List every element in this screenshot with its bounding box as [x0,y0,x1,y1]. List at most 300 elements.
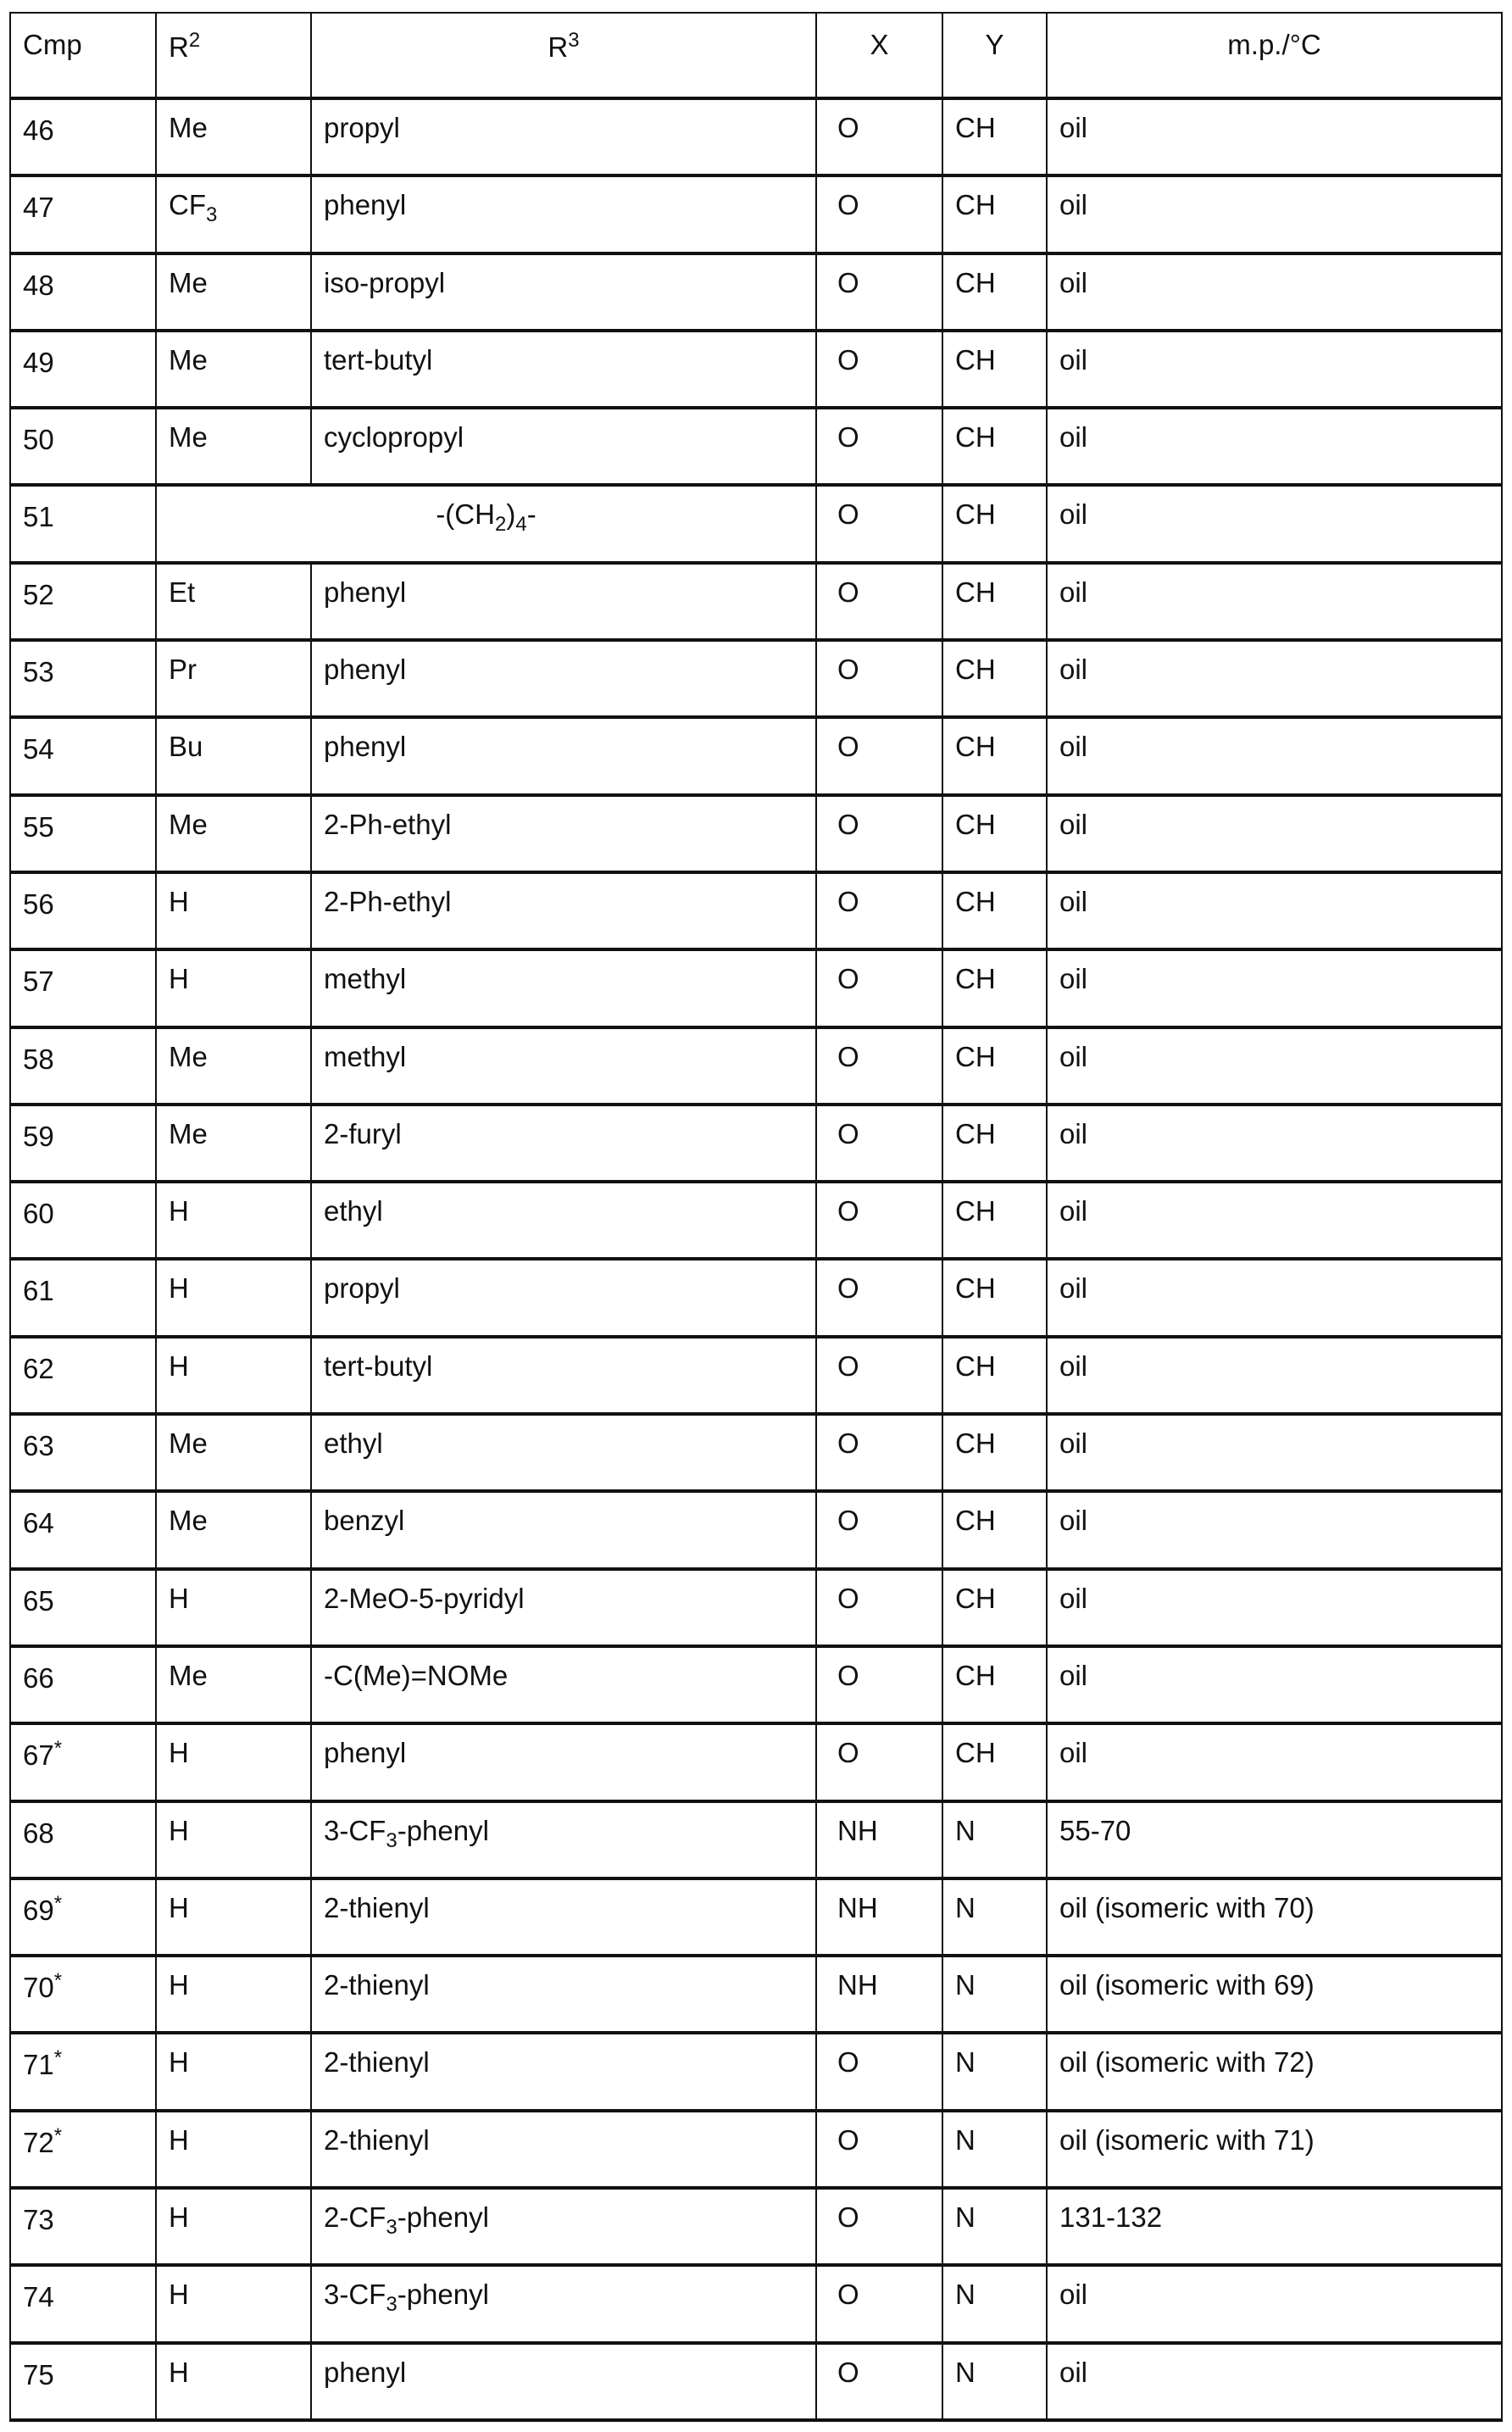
cell-x: O [816,1105,942,1182]
cell-y: CH [942,485,1047,562]
cell-r2 [156,872,311,949]
r3-text: 2-thienyl [324,1892,430,1923]
cell-r3 [311,2033,816,2110]
cell-cmp [10,2111,156,2188]
cmp-number: 63 [23,1430,54,1461]
cell-cmp [10,1569,156,1646]
cell-x: O [816,872,942,949]
r3-text: ethyl [324,1195,383,1227]
table-row [10,1027,1502,1105]
header-r3-sup: 3 [568,29,579,52]
header-row [10,13,1502,98]
r2-text: Me [169,1041,208,1072]
r3-post: -phenyl [397,2279,489,2310]
cell-mp: oil [1047,1259,1502,1336]
cell-r3 [311,175,816,253]
cell-r2 [156,949,311,1027]
cell-r2 [156,1027,311,1105]
cmp-number: 51 [23,501,54,532]
cell-mp: oil [1047,1337,1502,1414]
cell-r2 [156,1569,311,1646]
cell-mp: oil [1047,717,1502,794]
r3-text: -C(Me)=NOMe [324,1660,508,1691]
table-row [10,2188,1502,2265]
r2-text: Bu [169,731,203,762]
header-r2-label: R [169,31,189,63]
cell-r3 [311,1491,816,1568]
cell-r3 [311,563,816,640]
r2-text: H [169,1969,189,2001]
r3-text: benzyl [324,1505,404,1536]
cell-cmp [10,717,156,794]
cell-x: O [816,2111,942,2188]
r2-text: H [169,886,189,917]
cell-x: O [816,175,942,253]
r2-text: Me [169,809,208,840]
cell-r2 [156,1491,311,1568]
cell-r3 [311,640,816,717]
cell-cmp [10,331,156,408]
cmp-number: 69 [23,1895,54,1926]
cell-y: CH [942,949,1047,1027]
cell-cmp [10,2265,156,2342]
cell-y: CH [942,331,1047,408]
header-y: Y [942,13,1047,98]
cell-r2 [156,717,311,794]
r2-text: Me [169,344,208,376]
r2-text: H [169,2124,189,2156]
table-row [10,1878,1502,1956]
header-r3 [311,13,816,98]
cell-cmp [10,1414,156,1491]
cell-x: O [816,1182,942,1259]
cell-r2 [156,1646,311,1723]
cell-r2 [156,2111,311,2188]
r3-post2: - [527,498,536,530]
cell-r2 [156,253,311,331]
cell-x: O [816,331,942,408]
cell-y: CH [942,98,1047,175]
r3-text: 3-CF [324,1815,386,1846]
table-row [10,253,1502,331]
cell-y: CH [942,1337,1047,1414]
cell-y: CH [942,1491,1047,1568]
cell-mp: oil [1047,485,1502,562]
cell-x: O [816,485,942,562]
cell-cmp [10,1182,156,1259]
cell-r3 [311,2111,816,2188]
cell-x: O [816,2188,942,2265]
cell-y: N [942,1801,1047,1878]
r3-text: methyl [324,1041,406,1072]
cell-x: NH [816,1801,942,1878]
cell-cmp [10,795,156,872]
cell-x: NH [816,1956,942,2033]
isomer-asterisk: * [54,2124,62,2147]
r3-text: phenyl [324,189,406,220]
cell-x: O [816,2265,942,2342]
r3-text: phenyl [324,2357,406,2388]
cell-mp: oil [1047,795,1502,872]
cell-cmp [10,1491,156,1568]
cell-y: N [942,2265,1047,2342]
r3-text: 2-CF [324,2201,386,2233]
cell-mp: oil (isomeric with 71) [1047,2111,1502,2188]
cell-y: CH [942,872,1047,949]
cell-r3 [311,408,816,485]
table-row [10,1956,1502,2033]
isomer-asterisk: * [54,1737,62,1760]
cell-r3 [311,1259,816,1336]
r2-text: Me [169,1118,208,1149]
cell-cmp [10,1259,156,1336]
cell-x: O [816,408,942,485]
cell-r2 [156,1723,311,1800]
r3-text: methyl [324,963,406,994]
cmp-number: 49 [23,347,54,378]
table-row [10,2033,1502,2110]
cell-mp: oil (isomeric with 72) [1047,2033,1502,2110]
cell-r2 [156,1182,311,1259]
table-row [10,1414,1502,1491]
cell-mp: oil (isomeric with 70) [1047,1878,1502,1956]
r3-text: 2-thienyl [324,1969,430,2001]
cell-r3 [311,1723,816,1800]
table-row [10,795,1502,872]
r3-text: tert-butyl [324,1350,432,1382]
table-row [10,408,1502,485]
table-row [10,1646,1502,1723]
table-row [10,2111,1502,2188]
cell-y: CH [942,1105,1047,1182]
cell-y: CH [942,1414,1047,1491]
cell-y: N [942,2343,1047,2420]
cell-cmp [10,175,156,253]
cmp-number: 65 [23,1585,54,1617]
cell-r3 [311,1646,816,1723]
cell-r2 [156,795,311,872]
cell-r2 [156,2265,311,2342]
cell-y: N [942,1956,1047,2033]
cell-y: CH [942,717,1047,794]
cell-r3 [311,98,816,175]
cell-x: O [816,1569,942,1646]
cell-cmp [10,1646,156,1723]
cell-mp: oil [1047,98,1502,175]
table-row [10,717,1502,794]
cell-mp: oil [1047,563,1502,640]
r3-text: 2-Ph-ethyl [324,809,451,840]
cell-x: O [816,1414,942,1491]
r3-text: phenyl [324,654,406,685]
table-row [10,1182,1502,1259]
r2-text: H [169,2279,189,2310]
cell-y: N [942,1878,1047,1956]
cell-x: O [816,98,942,175]
r2-text: Pr [169,654,197,685]
cell-r3 [311,2343,816,2420]
cmp-number: 75 [23,2359,54,2390]
cmp-number: 48 [23,270,54,301]
cmp-number: 52 [23,579,54,610]
header-mp: m.p./°C [1047,13,1502,98]
cell-mp: oil [1047,253,1502,331]
r2-text: Me [169,267,208,298]
cell-x: O [816,253,942,331]
r2-text: Me [169,1660,208,1691]
header-x: X [816,13,942,98]
table-row [10,949,1502,1027]
header-cmp: Cmp [10,13,156,98]
cell-r3 [311,1801,816,1878]
cell-x: NH [816,1878,942,1956]
cell-mp: 131-132 [1047,2188,1502,2265]
r3-post: ) [506,498,515,530]
cell-x: O [816,795,942,872]
cmp-number: 53 [23,656,54,687]
cell-x: O [816,1259,942,1336]
cell-r2 [156,175,311,253]
cell-x: O [816,717,942,794]
cmp-number: 66 [23,1662,54,1694]
r2-text: H [169,1195,189,1227]
cell-cmp [10,1878,156,1956]
cmp-number: 56 [23,888,54,920]
r3-text: phenyl [324,1737,406,1768]
cell-r2 [156,2033,311,2110]
cmp-number: 62 [23,1353,54,1384]
r3-sub: 2 [495,513,506,536]
r2-text: Me [169,112,208,143]
table-row [10,640,1502,717]
r3-text: 3-CF [324,2279,386,2310]
cell-x: O [816,640,942,717]
header-r2-sup: 2 [189,29,200,52]
r3-sub: 3 [386,2216,397,2239]
r2-text: H [169,1350,189,1382]
cell-y: CH [942,1027,1047,1105]
cell-r2 [156,1337,311,1414]
r3-text: phenyl [324,731,406,762]
cell-cmp [10,98,156,175]
cmp-number: 72 [23,2127,54,2158]
table-row [10,2343,1502,2420]
cell-x: O [816,1646,942,1723]
cell-r3 [311,949,816,1027]
table-row [10,485,1502,562]
cmp-number: 46 [23,114,54,146]
compound-table [9,12,1503,2422]
table-row [10,1105,1502,1182]
table-row [10,1491,1502,1568]
cell-cmp [10,485,156,562]
r2-text: H [169,1272,189,1304]
cell-r3 [311,717,816,794]
cell-mp: oil [1047,1646,1502,1723]
cell-mp: oil [1047,1105,1502,1182]
cell-r3 [311,2188,816,2265]
cell-y: CH [942,175,1047,253]
cell-x: O [816,1491,942,1568]
r2-text: Me [169,1427,208,1459]
cmp-number: 60 [23,1198,54,1229]
table-row [10,1723,1502,1800]
cell-r3 [311,2265,816,2342]
cell-y: CH [942,1569,1047,1646]
cell-r3 [311,1182,816,1259]
cell-cmp [10,1801,156,1878]
table-row [10,2265,1502,2342]
cell-r3 [311,872,816,949]
cell-r2 [156,331,311,408]
cell-mp: oil [1047,1491,1502,1568]
table-row [10,1337,1502,1414]
cell-mp: oil [1047,640,1502,717]
cell-cmp [10,2188,156,2265]
cell-r2 [156,1259,311,1336]
cell-y: CH [942,1182,1047,1259]
cell-y: CH [942,408,1047,485]
cell-r2 [156,1105,311,1182]
r2-text: H [169,1737,189,1768]
cell-mp: oil [1047,872,1502,949]
cell-mp: oil [1047,331,1502,408]
cell-r2 [156,640,311,717]
r3-text: phenyl [324,576,406,608]
r2-sub: 3 [206,203,217,226]
cell-y: N [942,2188,1047,2265]
cell-mp: oil [1047,1569,1502,1646]
cell-cmp [10,563,156,640]
r3-text: -(CH [436,498,495,530]
cell-mp: oil [1047,949,1502,1027]
r3-text: ethyl [324,1427,383,1459]
cell-cmp [10,2343,156,2420]
table-row [10,1259,1502,1336]
cmp-number: 50 [23,424,54,455]
cmp-number: 64 [23,1507,54,1539]
cell-mp: oil [1047,1182,1502,1259]
r3-sub: 3 [386,2293,397,2316]
table-row [10,1801,1502,1878]
r2-text: CF [169,189,206,220]
cell-r2 [156,563,311,640]
cell-x: O [816,2033,942,2110]
cell-r3 [311,1337,816,1414]
table-row [10,331,1502,408]
r3-post: -phenyl [397,2201,489,2233]
cell-r2-r3-combined [156,485,816,562]
cell-y: N [942,2033,1047,2110]
cell-y: N [942,2111,1047,2188]
cell-r2 [156,2343,311,2420]
r2-text: Me [169,1505,208,1536]
cmp-number: 68 [23,1817,54,1849]
r2-text: H [169,1583,189,1614]
cell-x: O [816,563,942,640]
r2-text: H [169,1815,189,1846]
table-row [10,175,1502,253]
isomer-asterisk: * [54,1969,62,1992]
cell-mp: oil [1047,2265,1502,2342]
cmp-number: 59 [23,1121,54,1152]
cell-x: O [816,1337,942,1414]
cmp-number: 55 [23,811,54,843]
cell-cmp [10,408,156,485]
cell-cmp [10,1956,156,2033]
r3-text: propyl [324,1272,400,1304]
cell-mp: oil [1047,1027,1502,1105]
cmp-number: 61 [23,1275,54,1306]
r2-text: H [169,1892,189,1923]
table-row [10,872,1502,949]
cell-r3 [311,331,816,408]
r3-text: tert-butyl [324,344,432,376]
cell-r3 [311,1105,816,1182]
r3-text: 2-thienyl [324,2124,430,2156]
table-row [10,1569,1502,1646]
cell-mp: oil [1047,2343,1502,2420]
cell-r3 [311,795,816,872]
r3-text: iso-propyl [324,267,445,298]
r3-sub2: 4 [515,513,526,536]
cell-y: CH [942,253,1047,331]
cell-r2 [156,2188,311,2265]
cell-x: O [816,949,942,1027]
cell-r2 [156,1956,311,2033]
cell-x: O [816,1723,942,1800]
cell-cmp [10,1105,156,1182]
cell-r3 [311,1878,816,1956]
table-row [10,98,1502,175]
cell-mp: oil [1047,1414,1502,1491]
isomer-asterisk: * [54,2046,62,2069]
cmp-number: 47 [23,192,54,223]
cell-r3 [311,253,816,331]
cell-y: CH [942,1723,1047,1800]
table-body [10,98,1502,2420]
cmp-number: 74 [23,2281,54,2312]
cell-cmp [10,1027,156,1105]
cmp-number: 54 [23,733,54,765]
cell-cmp [10,1723,156,1800]
cell-cmp [10,253,156,331]
cmp-number: 67 [23,1739,54,1771]
cell-r3 [311,1027,816,1105]
cell-mp: oil [1047,175,1502,253]
cell-cmp [10,949,156,1027]
r2-text: Me [169,421,208,453]
cmp-number: 58 [23,1043,54,1075]
cell-r2 [156,408,311,485]
cell-r3 [311,1956,816,2033]
r2-text: H [169,2357,189,2388]
r3-text: 2-Ph-ethyl [324,886,451,917]
cell-mp: 55-70 [1047,1801,1502,1878]
cell-y: CH [942,563,1047,640]
r3-text: cyclopropyl [324,421,464,453]
isomer-asterisk: * [54,1892,62,1915]
cmp-number: 71 [23,2049,54,2080]
cell-r3 [311,1414,816,1491]
r3-sub: 3 [386,1829,397,1852]
r3-text: 2-MeO-5-pyridyl [324,1583,525,1614]
cell-r2 [156,1414,311,1491]
r2-text: H [169,2201,189,2233]
cell-cmp [10,640,156,717]
cell-y: CH [942,1646,1047,1723]
cell-y: CH [942,640,1047,717]
